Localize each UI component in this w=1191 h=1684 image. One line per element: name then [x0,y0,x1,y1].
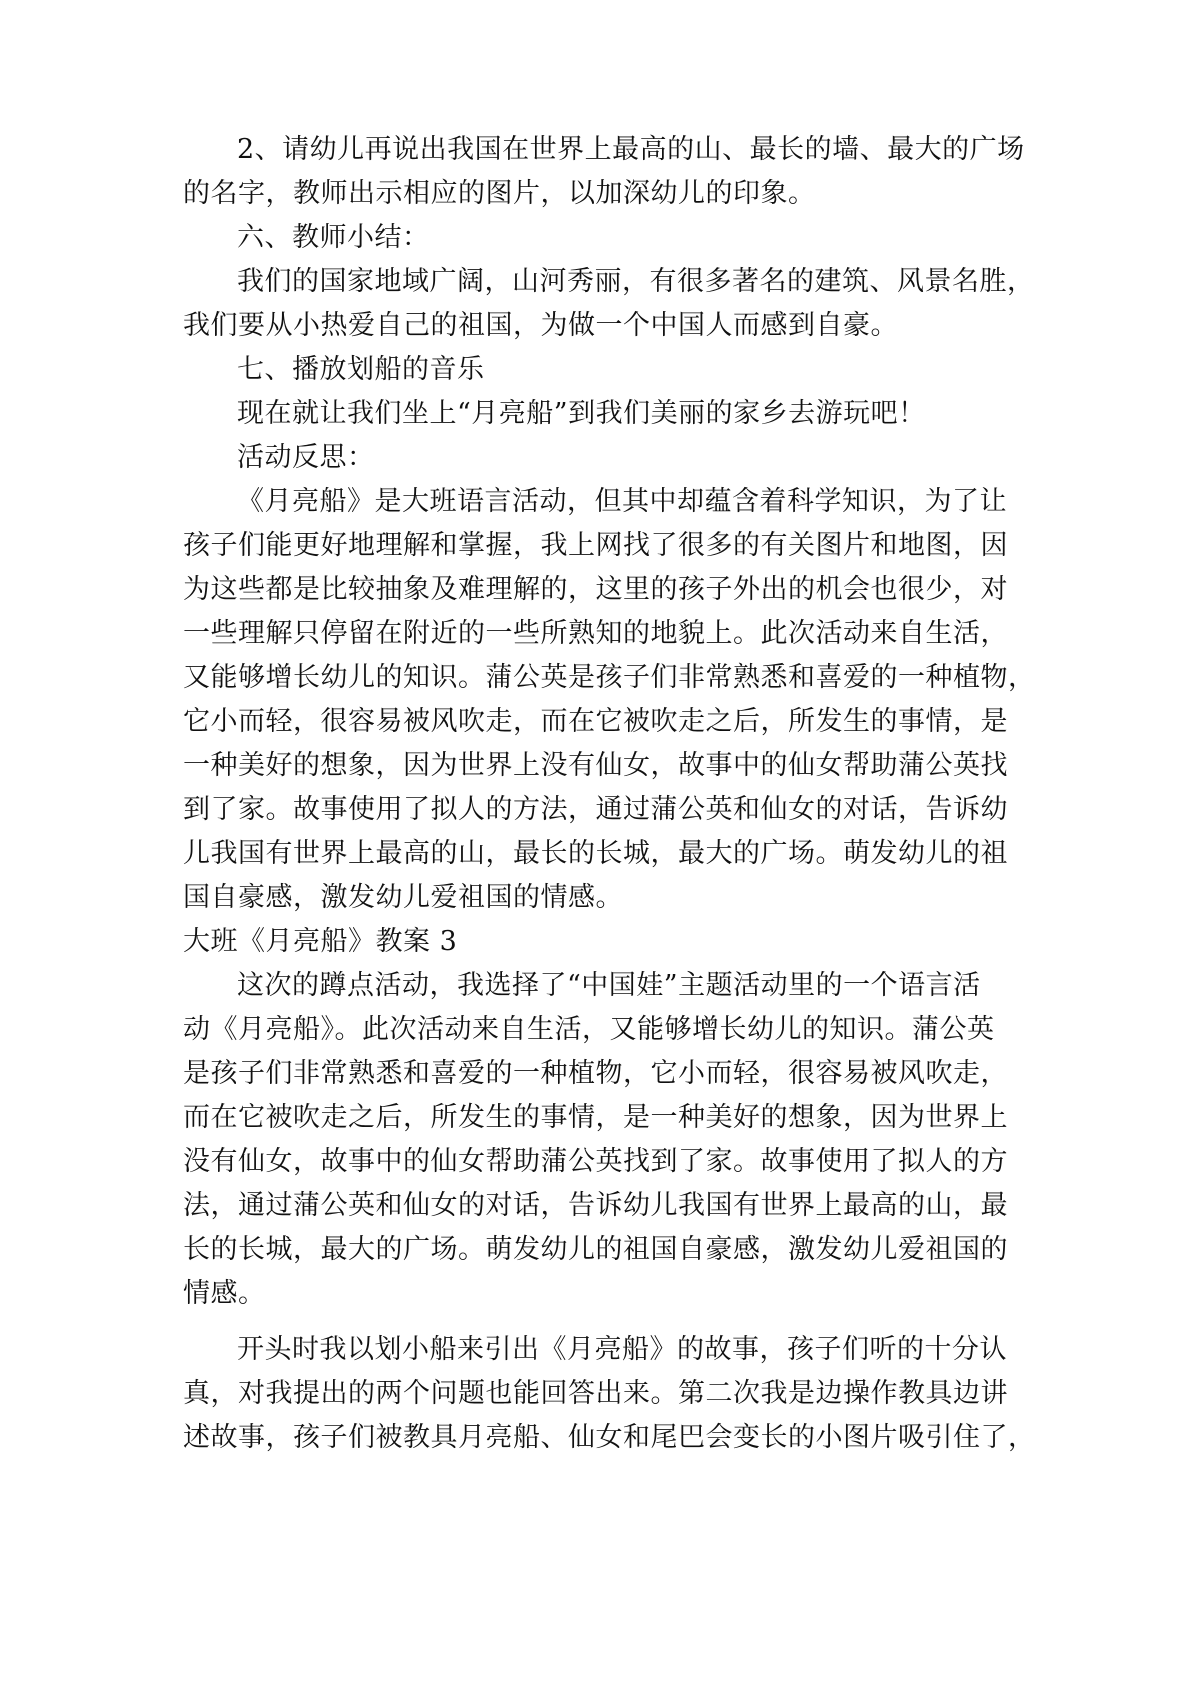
paragraph-line: 国自豪感，激发幼儿爱祖国的情感。 [183,882,623,913]
paragraph-line: 一些理解只停留在附近的一些所熟知的地貌上。此次活动来自生活， [183,618,1008,649]
paragraph-line: 又能够增长幼儿的知识。蒲公英是孩子们非常熟悉和喜爱的一种植物， [183,662,1036,693]
paragraph-line: 述故事，孩子们被教具月亮船、仙女和尾巴会变长的小图片吸引住了， [183,1422,1036,1453]
paragraph-line: 动《月亮船》。此次活动来自生活，又能够增长幼儿的知识。蒲公英 [183,1014,995,1045]
paragraph-line: 长的长城，最大的广场。萌发幼儿的祖国自豪感，激发幼儿爱祖国的 [183,1234,1008,1265]
paragraph-line: 情感。 [183,1278,266,1309]
paragraph-line: 真，对我提出的两个问题也能回答出来。第二次我是边操作教具边讲 [183,1378,1008,1409]
document-title: 大班《月亮船》教案 3 [183,926,458,957]
section-heading: 六、教师小结： [237,222,430,253]
paragraph-line: 儿我国有世界上最高的山，最长的长城，最大的广场。萌发幼儿的祖 [183,838,1008,869]
paragraph-line: 没有仙女，故事中的仙女帮助蒲公英找到了家。故事使用了拟人的方 [183,1146,1008,1177]
paragraph-line: 开头时我以划小船来引出《月亮船》的故事，孩子们听的十分认 [237,1334,1007,1365]
paragraph-line: 是孩子们非常熟悉和喜爱的一种植物，它小而轻，很容易被风吹走， [183,1058,1008,1089]
paragraph-line: 它小而轻，很容易被风吹走，而在它被吹走之后，所发生的事情，是 [183,706,1008,737]
paragraph-line: 到了家。故事使用了拟人的方法，通过蒲公英和仙女的对话，告诉幼 [183,794,1008,825]
paragraph-line: 法，通过蒲公英和仙女的对话，告诉幼儿我国有世界上最高的山，最 [183,1190,1008,1221]
paragraph-line: 这次的蹲点活动，我选择了“中国娃”主题活动里的一个语言活 [237,970,981,1001]
section-heading: 七、播放划船的音乐 [237,354,485,385]
paragraph-line: 现在就让我们坐上“月亮船”到我们美丽的家乡去游玩吧！ [237,398,926,429]
paragraph-line: 而在它被吹走之后，所发生的事情，是一种美好的想象，因为世界上 [183,1102,1008,1133]
paragraph-line: 《月亮船》是大班语言活动，但其中却蕴含着科学知识，为了让 [237,486,1007,517]
section-heading: 活动反思： [237,442,375,473]
paragraph-line: 一种美好的想象，因为世界上没有仙女，故事中的仙女帮助蒲公英找 [183,750,1008,781]
paragraph-line: 我们要从小热爱自己的祖国，为做一个中国人而感到自豪。 [183,310,898,341]
paragraph-line: 的名字，教师出示相应的图片，以加深幼儿的印象。 [183,178,816,209]
paragraph-line: 我们的国家地域广阔，山河秀丽，有很多著名的建筑、风景名胜， [237,266,1035,297]
paragraph-line: 2、请幼儿再说出我国在世界上最高的山、最长的墙、最大的广场 [237,134,1025,165]
paragraph-line: 为这些都是比较抽象及难理解的，这里的孩子外出的机会也很少，对 [183,574,1008,605]
paragraph-line: 孩子们能更好地理解和掌握，我上网找了很多的有关图片和地图，因 [183,530,1008,561]
